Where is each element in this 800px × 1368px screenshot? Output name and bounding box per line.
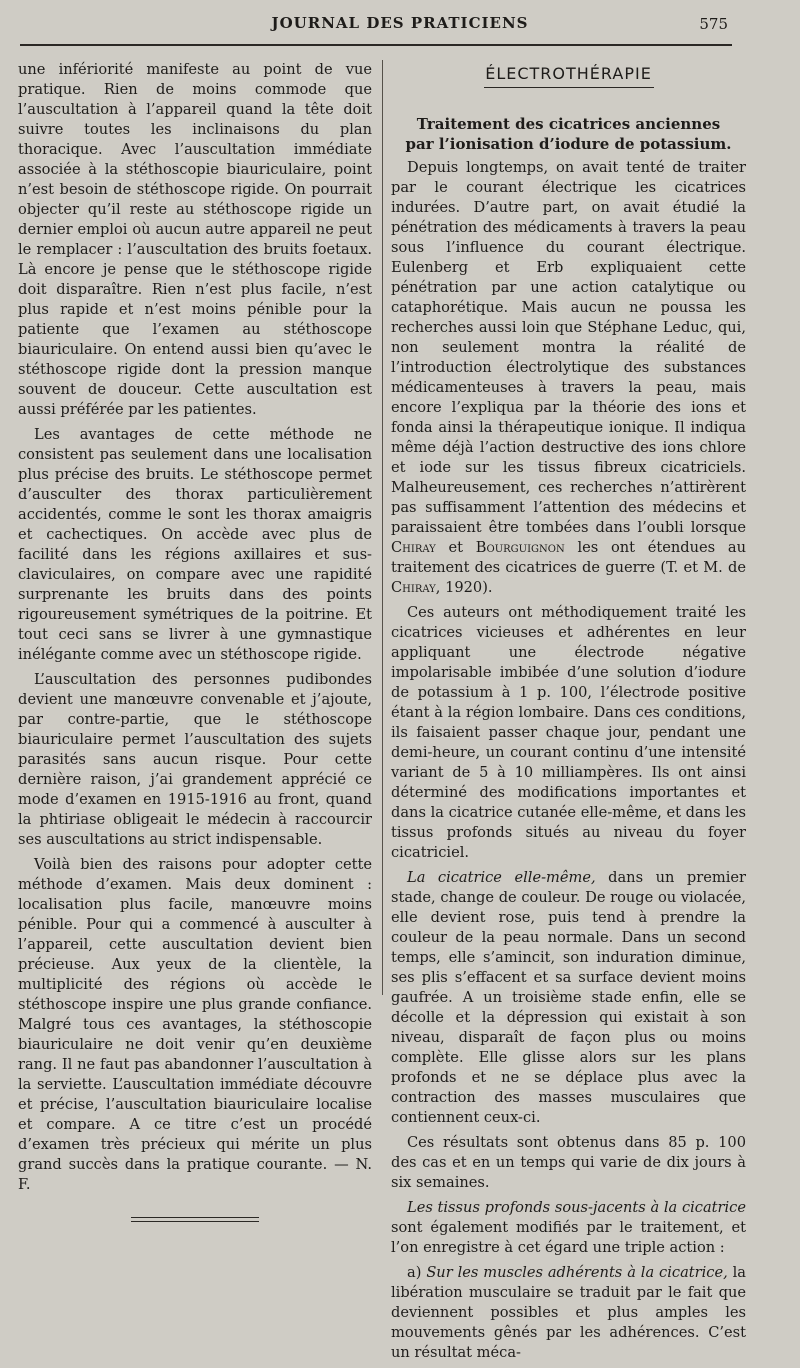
page-number: 575 (699, 15, 728, 33)
paragraph: Ces auteurs ont méthodiquement traité les cicatrices vicieuses et adhérentes en leur appliquant une électrode négative impolarisable imbibée d’une solution d’iodure de potassium à 1 p. 100, l’électrode positive étant à la région lombaire. Dans ces conditions, ils faisaient passer chaque jour, pendant une demi-heure, un courant continu d’une intensité variant de 5 à 10 milliampères. Ils ont ainsi déterminé des modifications importantes et dans la cicatrice cutanée elle-même, et dans les tissus profonds situés au niveau du foyer cicatriciel. (391, 604, 746, 861)
paragraph: Les tissus profonds sous-jacents à la cicatrice sont également modifiés par le traitement, et l’on enregistre à cet égard une triple action : (391, 1199, 746, 1256)
paragraph: Voilà bien des raisons pour adopter cette méthode d’examen. Mais deux dominent : localisation plus facile, manœuvre moins pénible. Pour qui a commencé à ausculter à l’appareil, cette auscultation devient bien précieuse. Aux yeux de la clientèle, la multiplicité des régions où accède le stéthoscope inspire une plus grande confiance. Malgré tous ces avantages, la stéthoscopie biauriculaire ne doit venir qu’en deuxième rang. Il ne faut pas abandonner l’auscultation à la serviette. L’auscultation immédiate découvre et précise, l’auscultation biauriculaire localise et compare. A ce titre c’est un procédé d’examen très précieux qui mérite un plus grand succès dans la pratique courante. — N. F. (18, 856, 372, 1193)
paragraph: Les avantages de cette méthode ne consistent pas seulement dans une localisation plus précise des bruits. Le stéthoscope permet d’ausculter des thorax particulièrement accidentés, comme le sont les thorax amaigris et cachectiques. On accède avec plus de facilité dans les régions axillaires et sus-claviculaires, on compare avec une rapidité surprenante les bruits dans des points rigoureusement symétriques de la poitrine. Et tout ceci sans se livrer à une gymnastique inélégante comme avec un stéthoscope rigide. (18, 426, 372, 663)
section-title: ÉLECTROTHÉRAPIE (391, 63, 746, 88)
author-name: Chiray (391, 579, 436, 596)
column-divider (382, 60, 383, 995)
paragraph: L’auscultation des personnes pudibondes devient une manœuvre convenable et j’ajoute, par contre-partie, que le stéthoscope biauriculaire permet l’auscultation des sujets parasités sans aucun risque. Pour cette dernière raison, j’ai grandement apprécié ce mode d’examen en 1915-1916 au front, quand la phtiriase obligeait le médecin à raccourcir ses auscultations au strict indispensable. (18, 671, 372, 848)
paragraph: La cicatrice elle-même, dans un premier stade, change de couleur. De rouge ou violacée, elle devient rose, puis tend à prendre la couleur de la peau normale. Dans un second temps, elle s’amincit, son induration diminue, ses plis s’effacent et sa surface devient moins gaufrée. A un troisième stade enfin, elle se décolle et la dépression qui existait à son niveau, disparaît de façon plus ou moins complète. Elle glisse alors sur les plans profonds et ne se déplace plus avec la contraction des masses musculaires que contiennent ceux-ci. (391, 869, 746, 1126)
article-title-line2: par l’ionisation d’iodure de potassium. (405, 135, 732, 153)
left-column (18, 60, 372, 1225)
article-title (391, 114, 746, 154)
paragraph: a) Sur les muscles adhérents à la cicatrice, la libération musculaire se traduit par le fait que deviennent possibles et plus amples les mouvements gênés par les adhérences. C’est un résultat méca- (391, 1264, 747, 1361)
author-name: Bourguignon (475, 539, 565, 556)
end-rule (131, 1217, 259, 1222)
header-rule (20, 44, 732, 46)
author-name: Chiray (391, 539, 436, 556)
paragraph: Ces résultats sont obtenus dans 85 p. 100 des cas et en un temps qui varie de dix jours à six semaines. (391, 1134, 746, 1191)
running-title: JOURNAL DES PRATICIENS (271, 14, 529, 32)
paragraph: Depuis longtemps, on avait tenté de traiter par le courant électrique les cicatrices indurées. D’autre part, on avait étudié la pénétration des médicaments à travers la peau sous l’influence du courant électrique. Eulenberg et Erb expliquaient cette pénétration par une action catalytique ou cataphorétique. Mais aucun ne poussa les recherches aussi loin que Stéphane Leduc, qui, non seulement montra la réalité de l’introduction électrolytique des substances médicamenteuses à travers la peau, mais encore l’expliqua par la théorie des ions et fonda ainsi la thérapeutique ionique. Il indiqua même déjà l’action destructive des ions chlore et iode sur les tissus fibreux cicatriciels. Malheureusement, ces recherches n’attirèrent pas suffisamment l’attention des médecins et paraissaient être tombées dans l’oubli lorsque Chiray et Bourguignon les ont étendues au traitement des cicatrices de guerre (T. et M. de Chiray, 1920). (391, 159, 746, 596)
paragraph: une infériorité manifeste au point de vue pratique. Rien de moins commode que l’auscultation à l’appareil quand la tête doit suivre toutes les inclinaisons du plan thoracique. Avec l’auscultation immédiate associée à la stéthoscopie biauriculaire, point n’est besoin de stéthoscope rigide. On pourrait objecter qu’il reste au stéthoscope rigide un dernier emploi où aucun autre appareil ne peut le remplacer : l’auscultation des bruits foetaux. Là encore je pense que le stéthoscope rigide doit disparaître. Rien n’est plus facile, n’est plus rapide et n’est moins pénible pour la patiente que l’examen au stéthoscope biauriculaire. On entend aussi bien qu’avec le stéthoscope rigide dont la pression manque souvent de douceur. Cette auscultation est aussi préférée par les patientes. (18, 61, 372, 418)
right-column (391, 60, 746, 1368)
article-title-line1: Traitement des cicatrices anciennes (416, 115, 721, 133)
